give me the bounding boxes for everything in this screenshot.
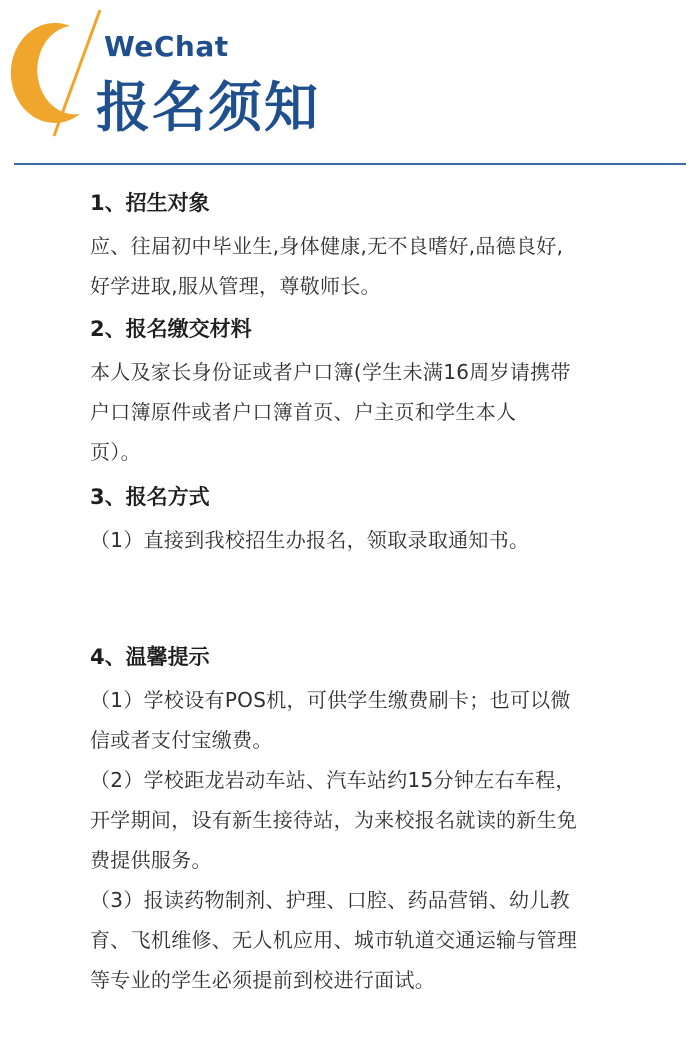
brand-name: WeChat [104,30,229,63]
section-heading: 1、招生对象 [90,191,210,215]
section-tips [90,640,680,1000]
section-paragraph [90,520,680,560]
section-heading: 4、温馨提示 [90,645,210,669]
list-item [90,680,680,760]
section-registration-method [90,480,680,560]
paragraph-line: 好学进取,服从管理，尊敬师长。 [90,274,381,298]
paragraph-line: （3）报读药物制剂、护理、口腔、药品营销、幼儿教 [90,888,570,912]
section-paragraph [90,226,680,306]
paragraph-line: （1）学校设有POS机，可供学生缴费刷卡；也可以微 [90,688,571,712]
section-enrollment-target [90,186,680,306]
paragraph-line: 等专业的学生必须提前到校进行面试。 [90,968,436,992]
header-divider [14,163,686,165]
paragraph-line: 信或者支付宝缴费。 [90,728,273,752]
crescent-logo-icon [8,6,108,140]
paragraph-line: 页）。 [90,440,141,464]
paragraph-line: （2）学校距龙岩动车站、汽车站约15分钟左右车程， [90,768,576,792]
section-paragraph [90,352,680,472]
paragraph-line: 本人及家长身份证或者户口簿(学生未满16周岁请携带 [90,360,571,384]
section-required-materials [90,312,680,472]
list-item [90,880,680,1000]
notice-content [90,186,680,1000]
paragraph-line: 育、飞机维修、无人机应用、城市轨道交通运输与管理 [90,928,578,952]
paragraph-line: 费提供服务。 [90,848,212,872]
section-heading: 3、报名方式 [90,485,210,509]
list-item [90,760,680,880]
paragraph-line: 应、往届初中毕业生,身体健康,无不良嗜好,品德良好, [90,234,564,258]
list-item: （1）直接到我校招生办报名，领取录取通知书。 [90,528,530,552]
paragraph-line: 户口簿原件或者户口簿首页、户主页和学生本人 [90,400,517,424]
section-heading: 2、报名缴交材料 [90,317,252,341]
paragraph-line: 开学期间，设有新生接待站，为来校报名就读的新生免 [90,808,578,832]
section-paragraph [90,680,680,1000]
page-title: 报名须知 [96,76,320,139]
